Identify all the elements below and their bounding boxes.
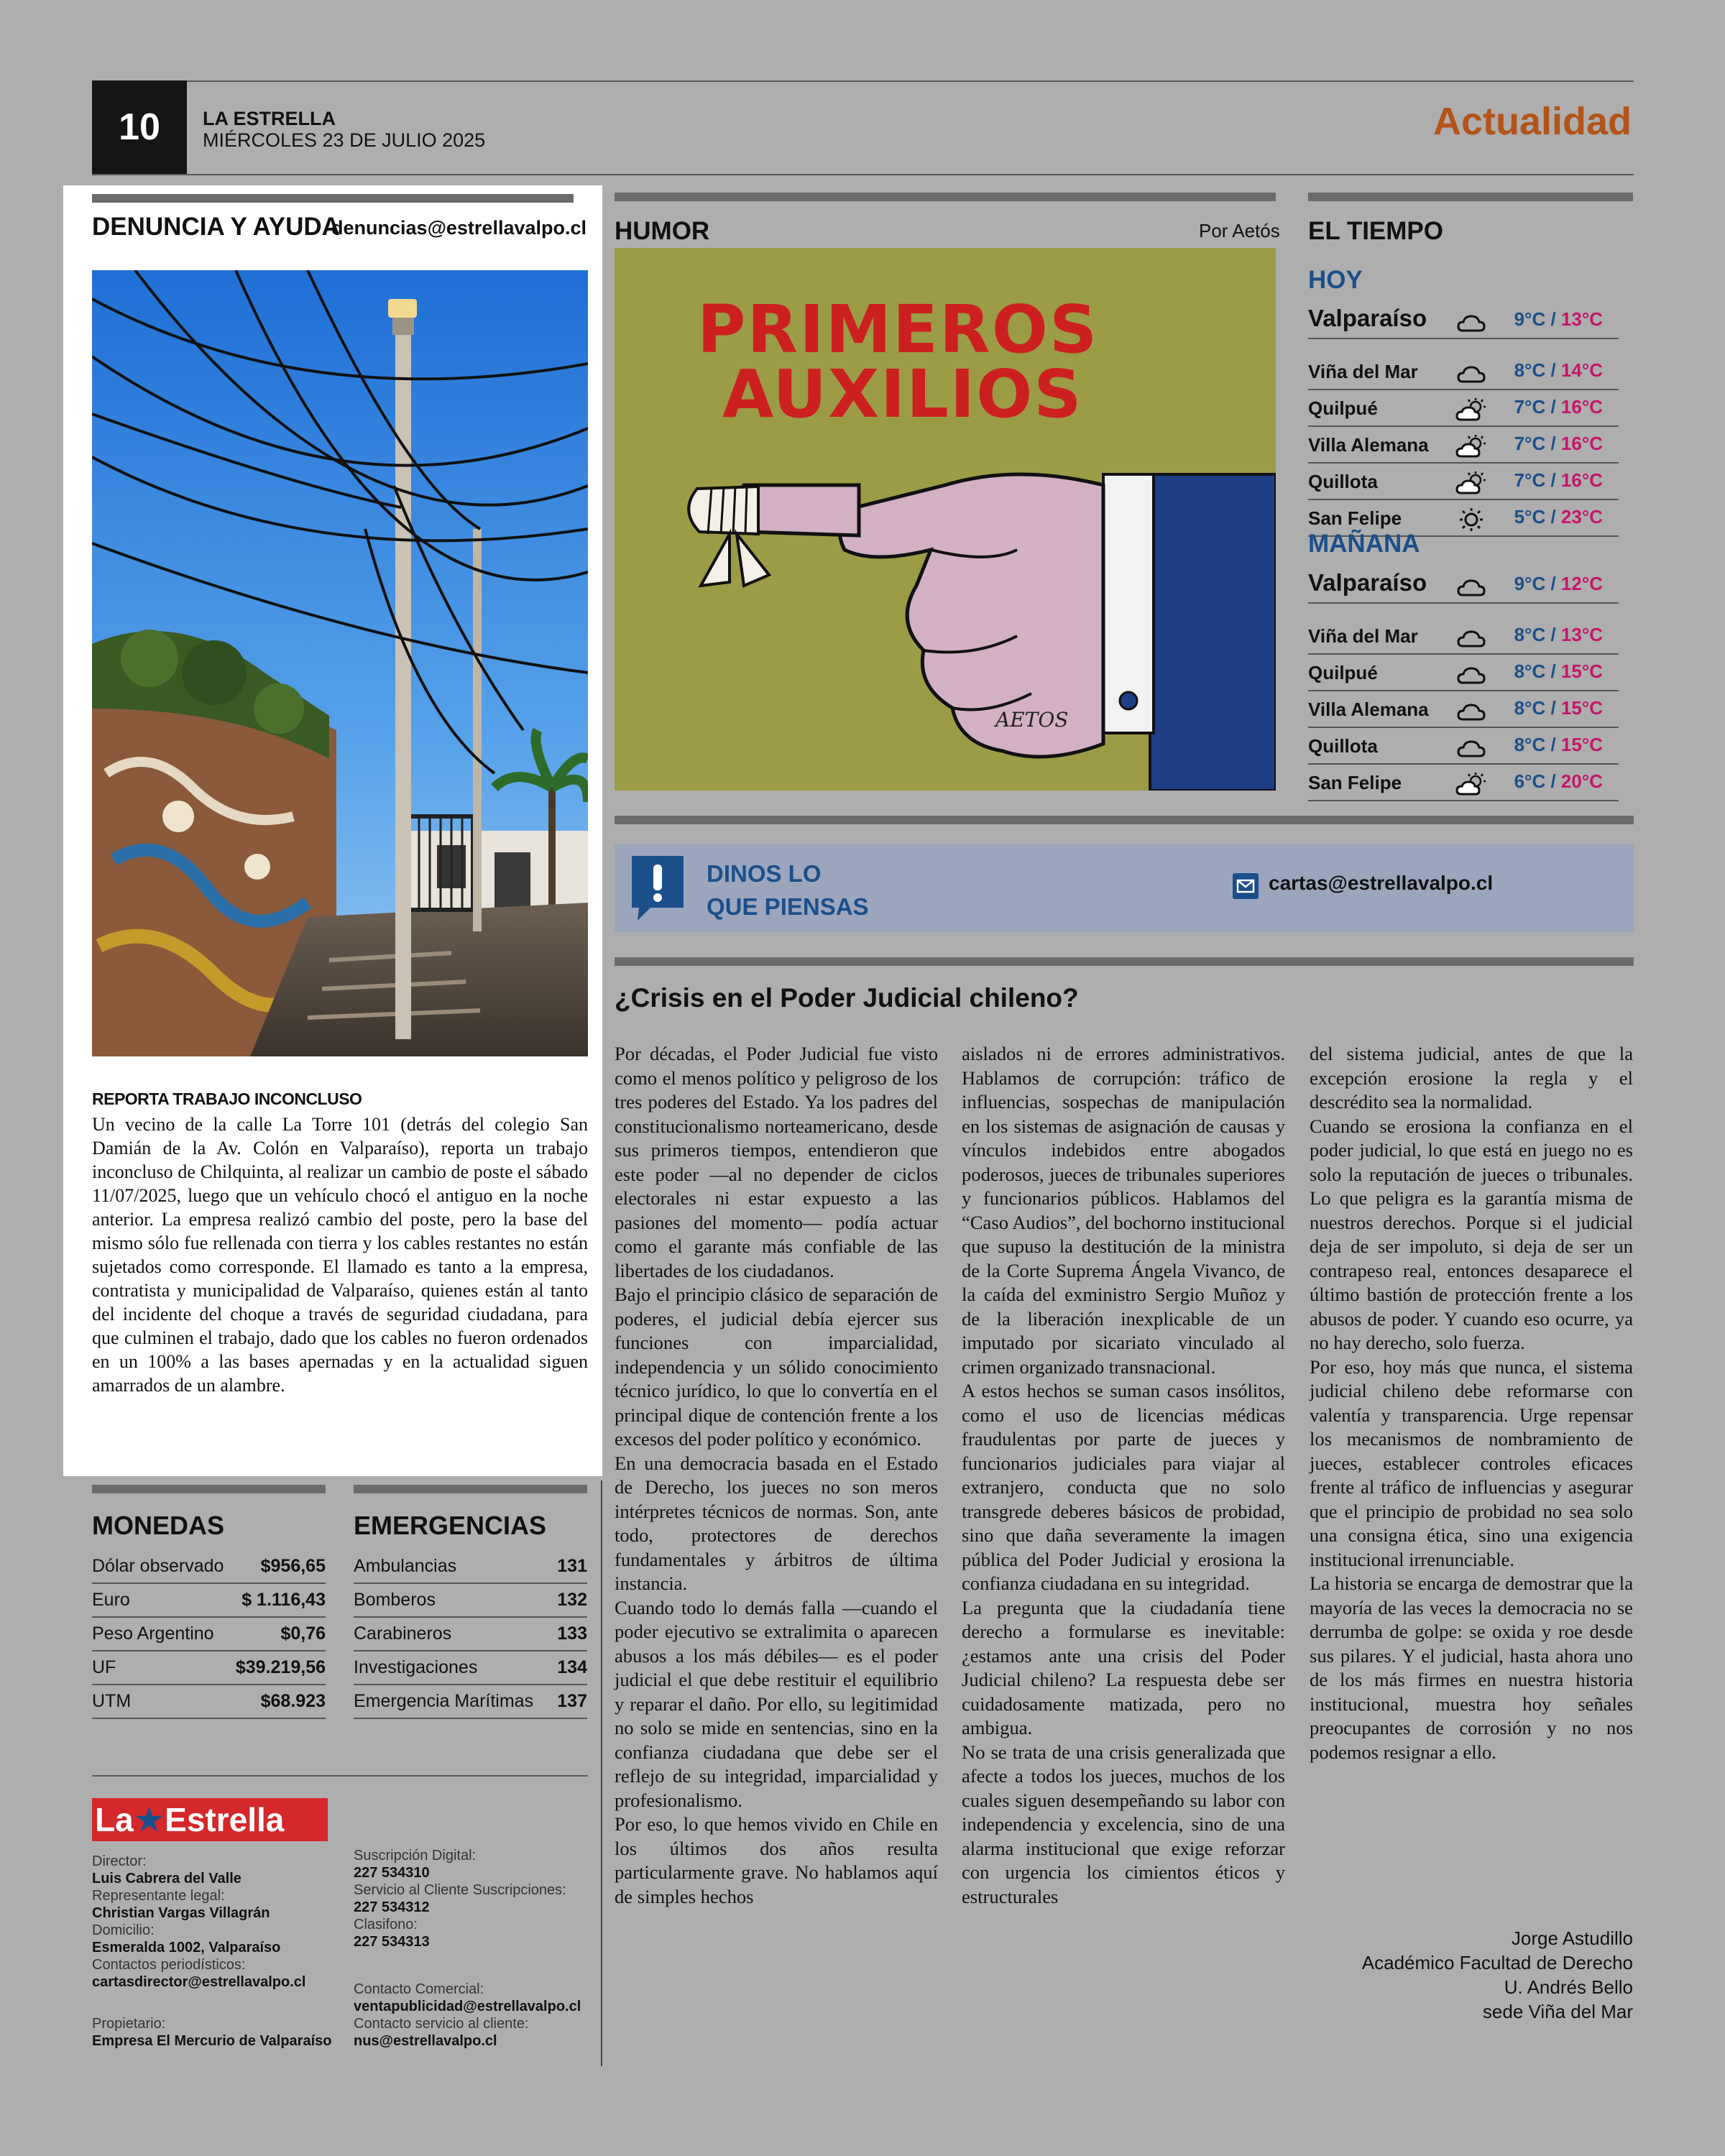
weather-city: Valparaíso bbox=[1308, 569, 1427, 596]
weather-row bbox=[1308, 295, 1619, 339]
masthead-rule bbox=[92, 1775, 588, 1777]
temp-max: 13°C bbox=[1560, 308, 1603, 330]
clasifono-value: 227 534313 bbox=[354, 1934, 430, 1950]
comercial-label: Contacto Comercial: bbox=[354, 1981, 484, 1997]
weather-temp: 7°C / 16°C bbox=[1514, 433, 1603, 454]
weather-row bbox=[1308, 691, 1619, 728]
monedas-row bbox=[92, 1618, 326, 1651]
temp-max: 13°C bbox=[1560, 624, 1603, 645]
header-rule bbox=[92, 174, 1634, 175]
dinos-banner bbox=[615, 844, 1634, 932]
cartoon-title-line1: PRIMEROS bbox=[697, 291, 1099, 368]
mail-icon bbox=[1233, 873, 1259, 899]
emergencias-row bbox=[354, 1618, 587, 1651]
suscripcion-label: Suscripción Digital: bbox=[354, 1848, 477, 1864]
emergencias-label: Investigaciones bbox=[354, 1657, 478, 1677]
temp-max: 15°C bbox=[1560, 697, 1603, 719]
article-paragraph: aislados ni de errores administrativos. Hablamos de corrupción: tráfico de influencias, sospechas de manipulación en los sistemas de asignación de causas y vínculos indebidos entre abogados poderosos, jueces de tribunales superiores y funcionarios públicos. Hablamos del “Caso Audios”, del bochorno institucional que supuso la destitución de la ministra de la Corte Suprema Ángela Vivanco, de la caída del exministro Sergio Muñoz y de la liberación inexplicable de un imputado por sicariato vinculado al crimen organizado transnacional. bbox=[962, 1043, 1285, 1378]
comercial-value[interactable]: ventapublicidad@estrellavalpo.cl bbox=[354, 1999, 581, 2014]
temp-max: 20°C bbox=[1560, 770, 1603, 792]
temp-max: 15°C bbox=[1560, 660, 1603, 682]
temp-min: 9°C bbox=[1514, 308, 1546, 330]
cloud-icon bbox=[1455, 625, 1487, 650]
author-title-1: Académico Facultad de Derecho bbox=[1361, 1952, 1633, 1973]
temp-max: 14°C bbox=[1560, 359, 1603, 381]
masthead-commercial bbox=[354, 1981, 581, 2050]
article-column-2 bbox=[962, 1042, 1285, 1909]
dinos-email[interactable]: cartas@estrellavalpo.cl bbox=[1269, 872, 1494, 894]
column-divider bbox=[601, 1480, 602, 2066]
weather-row bbox=[1308, 559, 1619, 604]
temp-min: 8°C bbox=[1514, 660, 1546, 682]
weather-temp: 7°C / 16°C bbox=[1514, 396, 1603, 418]
weather-row bbox=[1308, 764, 1619, 801]
weather-city: Valparaíso bbox=[1308, 305, 1427, 331]
article-paragraph: Por eso, lo que hemos vivido en Chile en los últimos dos años resulta particularmente grave. No hablamos aquí de simples hechos bbox=[615, 1813, 938, 1907]
weather-row bbox=[1308, 390, 1619, 427]
partly-cloudy-icon bbox=[1455, 397, 1487, 423]
temp-min: 8°C bbox=[1514, 697, 1546, 719]
weather-temp: 8°C / 15°C bbox=[1514, 697, 1603, 719]
contactos-label: Contactos periodísticos: bbox=[92, 1957, 246, 1973]
monedas-value: $0,76 bbox=[280, 1623, 326, 1644]
top-rule bbox=[92, 80, 1634, 82]
weather-row bbox=[1308, 463, 1619, 500]
exclamation-bubble-icon bbox=[629, 853, 686, 923]
weather-city: Viña del Mar bbox=[1308, 625, 1418, 647]
weather-temp: 7°C / 16°C bbox=[1514, 469, 1603, 491]
rep-name: Christian Vargas Villagrán bbox=[92, 1905, 270, 1921]
temp-max: 16°C bbox=[1560, 469, 1603, 491]
weather-bar bbox=[1308, 193, 1633, 201]
monedas-row bbox=[92, 1686, 326, 1719]
bandaged-finger-drawing bbox=[615, 248, 1276, 791]
cartoon-signature: AETOS bbox=[995, 708, 1069, 732]
weather-row bbox=[1308, 617, 1619, 655]
suscripcion-value: 227 534310 bbox=[354, 1865, 430, 1881]
emergencias-label: Bomberos bbox=[354, 1590, 436, 1610]
humor-author: Por Aetós bbox=[1199, 220, 1280, 241]
monedas-label: Peso Argentino bbox=[92, 1623, 214, 1644]
author-title-2: U. Andrés Bello bbox=[1504, 1976, 1633, 1998]
article-paragraph: En una democracia basada en el Estado de Derecho, los jueces no son meros intérpretes técnicos de normas. Son, ante todo, protectores de derechos fundamentales y árbitros de última instancia. bbox=[615, 1452, 938, 1594]
article-paragraph: Por eso, hoy más que nunca, el sistema judicial chileno debe reformarse con valentía y transparencia. Urge repensar los mecanismos de nombramiento de jueces, establecer controles eficaces frente al tráfico de influencias y asegurar que el principio de probidad no sea solo una consigna ética, sino una exigencia institucional irrenunciable. bbox=[1310, 1355, 1633, 1570]
monedas-value: $ 1.116,43 bbox=[242, 1590, 326, 1610]
emergencias-label: Ambulancias bbox=[354, 1556, 457, 1576]
humor-bar bbox=[615, 193, 1276, 201]
street-pole-photo bbox=[92, 270, 588, 1056]
weather-city: Quillota bbox=[1308, 471, 1378, 492]
contactos-value[interactable]: cartasdirector@estrellavalpo.cl bbox=[92, 1974, 306, 1990]
monedas-row bbox=[92, 1652, 326, 1685]
weather-temp: 8°C / 14°C bbox=[1514, 359, 1603, 381]
weather-temp: 9°C / 13°C bbox=[1514, 308, 1603, 330]
weather-temp: 8°C / 15°C bbox=[1514, 660, 1603, 682]
cloud-icon bbox=[1455, 698, 1487, 724]
emergencias-value: 137 bbox=[557, 1691, 587, 1711]
temp-max: 16°C bbox=[1560, 396, 1603, 418]
weather-temp: 5°C / 23°C bbox=[1514, 506, 1603, 528]
temp-max: 15°C bbox=[1560, 734, 1603, 755]
temp-min: 6°C bbox=[1514, 770, 1546, 792]
cloud-icon bbox=[1455, 360, 1487, 386]
emergencias-row bbox=[354, 1652, 587, 1685]
cliente-value[interactable]: nus@estrellavalpo.cl bbox=[354, 2033, 497, 2049]
masthead-right bbox=[354, 1847, 566, 1950]
weather-temp: 6°C / 20°C bbox=[1514, 770, 1603, 792]
denuncia-title: DENUNCIA Y AYUDA bbox=[92, 213, 340, 241]
director-name: Luis Cabrera del Valle bbox=[92, 1871, 242, 1886]
temp-min: 5°C bbox=[1514, 506, 1546, 528]
author-name: Jorge Astudillo bbox=[1511, 1927, 1633, 1949]
emergencias-bar bbox=[354, 1485, 587, 1493]
page-number: 10 bbox=[92, 80, 187, 174]
humor-cartoon bbox=[615, 248, 1276, 791]
dinos-label bbox=[707, 857, 965, 923]
sun-icon bbox=[1455, 507, 1487, 533]
weather-temp: 8°C / 13°C bbox=[1514, 624, 1603, 645]
monedas-bar bbox=[92, 1485, 326, 1493]
weather-temp: 8°C / 15°C bbox=[1514, 734, 1603, 755]
logo-text-right: Estrella bbox=[165, 1801, 285, 1838]
emergencias-value: 134 bbox=[557, 1657, 587, 1677]
publication-name: LA ESTRELLA bbox=[203, 108, 336, 129]
star-icon: ★ bbox=[134, 1802, 164, 1838]
weather-row bbox=[1308, 353, 1619, 390]
monedas-value: $956,65 bbox=[260, 1556, 326, 1576]
article-paragraph: Por décadas, el Poder Judicial fue visto como el menos político y peligroso de los tres poderes del Estado. Ya los padres del constitucionalismo norteamericano, desde sus primeros tiempos, entendieron que este poder —al no depender de ciclos electorales ni estar expuesto a las pasiones del momento— podía actuar como el garante más confiable de las libertades de los ciudadanos. bbox=[615, 1043, 938, 1281]
emergencias-row bbox=[354, 1686, 587, 1719]
denuncia-email[interactable]: denuncias@estrellavalpo.cl bbox=[331, 217, 586, 239]
temp-min: 7°C bbox=[1514, 396, 1546, 418]
temp-max: 23°C bbox=[1560, 506, 1603, 528]
article-paragraph: Cuando todo lo demás falla —cuando el poder ejecutivo se extralimita o aparecen abusos a los más débiles— es el poder judicial el que debe restituir el equilibrio y reparar el daño. Por ello, su legitimidad no solo se mide en sentencias, sino en la confianza ciudadana que debe ser el reflejo de su integridad, imparcialidad y profesionalismo. bbox=[615, 1596, 938, 1811]
article-paragraph: A estos hechos se suman casos insólitos, como el uso de licencias médicas fraudulentas por parte de jueces y funcionarios judiciales para viajar al extranjero, conducta que no solo transgrede deberes básicos de probidad, sino que daña severamente la imagen pública del Poder Judicial y erosiona la confianza ciudadana en su integridad. bbox=[962, 1380, 1285, 1594]
weather-city: Villa Alemana bbox=[1308, 699, 1429, 720]
article-bar bbox=[615, 957, 1634, 966]
weather-city: Villa Alemana bbox=[1308, 434, 1429, 456]
cloud-icon bbox=[1455, 573, 1487, 599]
propietario-value: Empresa El Mercurio de Valparaíso bbox=[92, 2033, 332, 2049]
emergencias-row bbox=[354, 1551, 587, 1584]
cliente-label: Contacto servicio al cliente: bbox=[354, 2016, 529, 2032]
publication-date: MIÉRCOLES 23 DE JULIO 2025 bbox=[203, 129, 486, 151]
monedas-label: UF bbox=[92, 1657, 116, 1677]
monedas-label: Euro bbox=[92, 1590, 130, 1610]
article-paragraph: Cuando se erosiona la confianza en el poder judicial, lo que está en juego no es solo la reputación de jueces o tribunales. Lo que peligra es la garantía misma de nuestros derechos. Porque si el judicial deja de ser impoluto, si deja de ser un contrapeso real, entonces desaparece el último bastión de protección frente a los abusos de poder. Y cuando eso ocurre, ya no hay derecho, solo fuerza. bbox=[1310, 1115, 1633, 1353]
section-title: Actualidad bbox=[1432, 100, 1632, 143]
article-paragraph: La pregunta que la ciudadanía tiene derecho a formularse es inevitable: ¿estamos ante una crisis del Poder Judicial chileno? La respuesta debe ser cuidadosamente matizada, pero no ambigua. bbox=[962, 1596, 1285, 1738]
dinos-bar bbox=[615, 816, 1634, 824]
humor-title: HUMOR bbox=[615, 217, 710, 245]
temp-min: 8°C bbox=[1514, 359, 1546, 381]
temp-min: 7°C bbox=[1514, 469, 1546, 491]
weather-city: Quilpué bbox=[1308, 662, 1378, 683]
cloud-icon bbox=[1455, 661, 1487, 687]
emergencias-label: Carabineros bbox=[354, 1623, 452, 1644]
weather-city: Quilpué bbox=[1308, 397, 1378, 419]
monedas-value: $39.219,56 bbox=[235, 1657, 326, 1677]
temp-min: 8°C bbox=[1514, 624, 1546, 645]
weather-title: EL TIEMPO bbox=[1308, 217, 1443, 245]
article-paragraph: del sistema judicial, antes de que la excepción erosione la regla y el descrédito sea la normalidad. bbox=[1310, 1043, 1633, 1112]
weather-row bbox=[1308, 426, 1619, 464]
dinos-line1: DINOS LO bbox=[707, 860, 822, 887]
emergencias-title: EMERGENCIAS bbox=[354, 1511, 547, 1540]
article-paragraph: No se trata de una crisis generalizada que afecte a todos los jueces, muchos de los cuales siguen desempeñando su labor con independencia y excelencia, sino de una alarma institucional que exige reforzar con urgencia los cimientos éticos y estructurales bbox=[962, 1741, 1285, 1907]
weather-city: Quillota bbox=[1308, 735, 1378, 757]
author-title-3: sede Viña del Mar bbox=[1482, 2001, 1633, 2022]
partly-cloudy-icon bbox=[1455, 771, 1487, 797]
monedas-row bbox=[92, 1585, 326, 1618]
temp-max: 16°C bbox=[1560, 433, 1603, 454]
logo-text-left: La bbox=[95, 1801, 134, 1838]
article-title: ¿Crisis en el Poder Judicial chileno? bbox=[615, 983, 1079, 1013]
domicilio-label: Domicilio: bbox=[92, 1922, 155, 1938]
servicio-label: Servicio al Cliente Suscripciones: bbox=[354, 1882, 566, 1898]
emergencias-value: 132 bbox=[557, 1590, 587, 1610]
masthead-owner bbox=[92, 2015, 331, 2050]
weather-row bbox=[1308, 727, 1619, 765]
temp-min: 8°C bbox=[1514, 734, 1546, 755]
monedas-title: MONEDAS bbox=[92, 1511, 225, 1540]
temp-max: 12°C bbox=[1560, 573, 1603, 594]
weather-temp: 9°C / 12°C bbox=[1514, 573, 1603, 594]
monedas-label: UTM bbox=[92, 1691, 132, 1711]
denuncia-photo bbox=[92, 270, 588, 1056]
denuncia-headline: REPORTA TRABAJO INCONCLUSO bbox=[92, 1089, 362, 1108]
article-column-1 bbox=[615, 1042, 938, 1909]
partly-cloudy-icon bbox=[1455, 433, 1487, 459]
propietario-label: Propietario: bbox=[92, 2016, 166, 2032]
monedas-label: Dólar observado bbox=[92, 1556, 224, 1576]
cartoon-title-line2: AUXILIOS bbox=[722, 356, 1083, 433]
weather-tomorrow-label: MAÑANA bbox=[1308, 530, 1420, 558]
masthead-left bbox=[92, 1853, 305, 1991]
emergencias-value: 133 bbox=[557, 1623, 587, 1644]
monedas-value: $68.923 bbox=[260, 1691, 326, 1711]
cloud-icon bbox=[1455, 734, 1487, 760]
director-label: Director: bbox=[92, 1853, 147, 1869]
weather-row bbox=[1308, 654, 1619, 691]
denuncia-body: Un vecino de la calle La Torre 101 (detrás del colegio San Damián de la Av. Colón en Valparaíso), reporta un trabajo inconcluso de Chilquinta, al realizar un cambio de poste el sábado 11/07/2025, luego que un vehículo chocó el antiguo en la noche anterior. La empresa realizó cambio del poste, pero la base del mismo sólo fue rellenada con tierra y los cables restantes no están sujetados como corresponde. El llamado es tanto a la empresa, contratista y municipalidad de Valparaíso, quienes están al tanto del incidente del choque a través de seguridad ciudadana, para que culminen el trabajo, dado que los cables no fueron ordenados en un 100% a las bases apernadas y en la actualidad siguen amarrados de un alambre. bbox=[92, 1114, 588, 1396]
monedas-row bbox=[92, 1551, 326, 1584]
emergencias-value: 131 bbox=[557, 1556, 587, 1576]
article-paragraph: Bajo el principio clásico de separación de poderes, el judicial debía ejercer sus funciones con imparcialidad, independencia y un sólido conocimiento técnico jurídico, lo que lo convertía en el principal dique de contención frente a los excesos del poder político y económico. bbox=[615, 1284, 938, 1450]
la-estrella-logo bbox=[92, 1798, 328, 1841]
article-signature bbox=[1362, 1926, 1633, 2024]
rep-label: Representante legal: bbox=[92, 1888, 225, 1904]
weather-today-label: HOY bbox=[1308, 266, 1363, 294]
temp-min: 9°C bbox=[1514, 573, 1546, 594]
dinos-line2: QUE PIENSAS bbox=[707, 893, 869, 920]
domicilio-value: Esmeralda 1002, Valparaíso bbox=[92, 1940, 281, 1955]
emergencias-label: Emergencia Marítimas bbox=[354, 1691, 534, 1711]
weather-city: Viña del Mar bbox=[1308, 361, 1418, 382]
denuncia-bar bbox=[92, 194, 574, 203]
weather-city: San Felipe bbox=[1308, 772, 1402, 793]
cloud-icon bbox=[1455, 309, 1487, 335]
weather-city: San Felipe bbox=[1308, 507, 1402, 529]
emergencias-row bbox=[354, 1585, 587, 1618]
article-column-3 bbox=[1310, 1042, 1633, 1764]
temp-min: 7°C bbox=[1514, 433, 1546, 454]
servicio-value: 227 534312 bbox=[354, 1899, 430, 1915]
partly-cloudy-icon bbox=[1455, 470, 1487, 496]
article-paragraph: La historia se encarga de demostrar que la mayoría de las veces la democracia no se derrumba de golpe: se oxida y roe desde sus pilares. Y el judicial, hasta ahora uno de los más firmes en nuestra historia institucional, muestra hoy señales preocupantes de corrosión y no nos podemos resignar a ello. bbox=[1310, 1572, 1633, 1763]
clasifono-label: Clasifono: bbox=[354, 1917, 418, 1932]
denuncia-box bbox=[63, 185, 602, 1476]
